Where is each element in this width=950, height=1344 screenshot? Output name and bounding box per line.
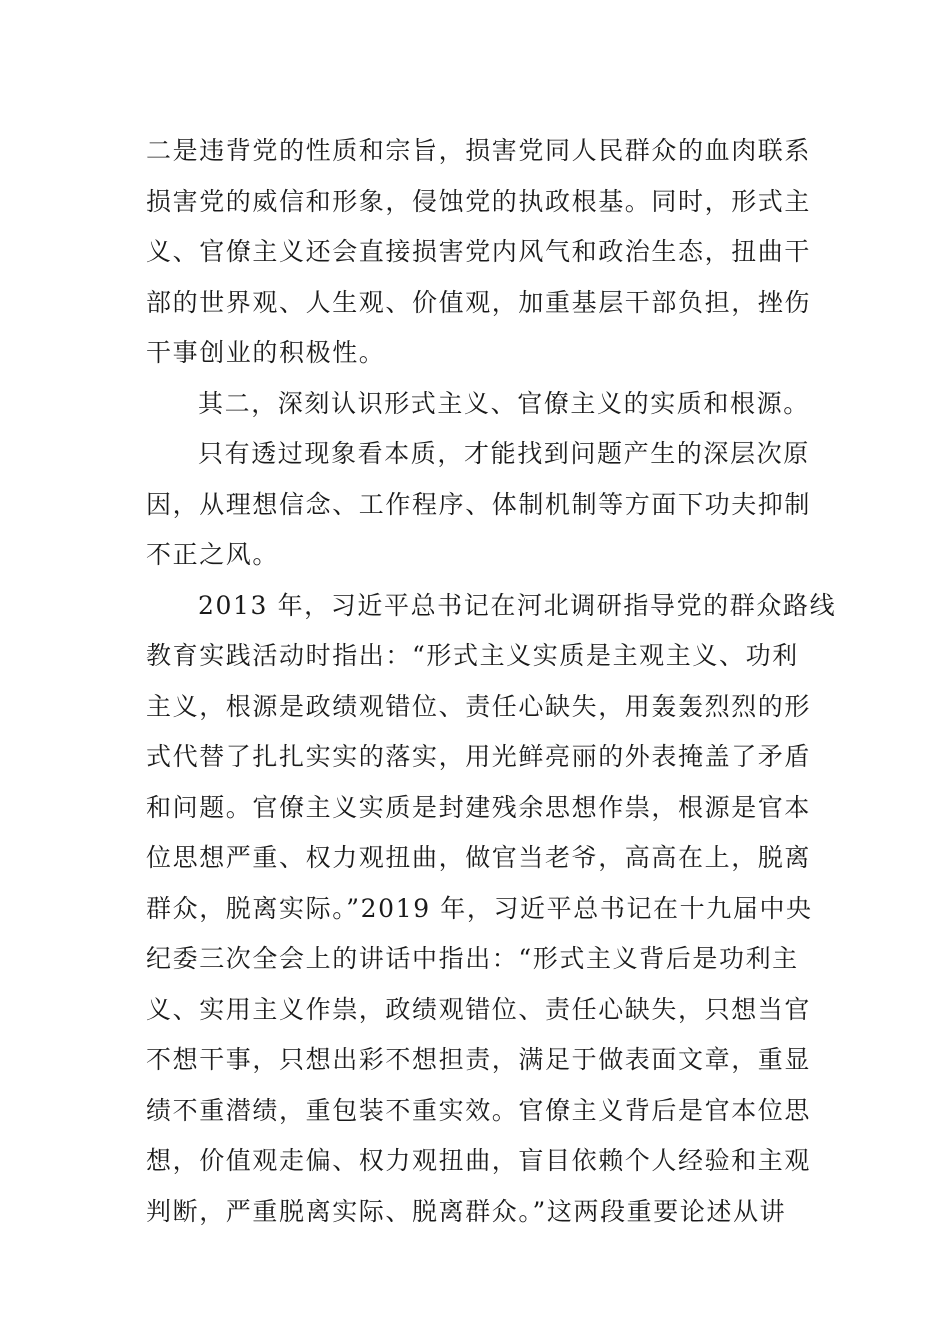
text-line: 教育实践活动时指出：“形式主义实质是主观主义、功利 bbox=[146, 641, 799, 670]
text-line: 二是违背党的性质和宗旨，损害党同人民群众的血肉联系 bbox=[146, 136, 812, 165]
text-line: 部的世界观、人生观、价值观，加重基层干部负担，挫伤 bbox=[146, 287, 812, 317]
text-line: 因，从理想信念、工作程序、体制机制等方面下功夫抑制 bbox=[146, 489, 812, 519]
text-line: 不正之风。 bbox=[146, 540, 280, 569]
text-line: 纪委三次全会上的讲话中指出：“形式主义背后是功利主 bbox=[146, 944, 799, 973]
body-text bbox=[146, 126, 837, 1237]
text-line: 判断，严重脱离实际、脱离群众。”这两段重要论述从讲 bbox=[146, 1196, 787, 1226]
text-line: 主义，根源是政绩观错位、责任心缺失，用轰轰烈烈的形 bbox=[146, 691, 812, 721]
section-heading: 其二，深刻认识形式主义、官僚主义的实质和根源。 bbox=[198, 388, 810, 418]
text-line: 只有透过现象看本质，才能找到问题产生的深层次原 bbox=[198, 439, 810, 468]
text-line: 群众，脱离实际。”2019 年，习近平总书记在十九届中央 bbox=[146, 893, 813, 923]
text-line: 义、实用主义作祟，政绩观错位、责任心缺失，只想当官 bbox=[146, 994, 812, 1024]
text-line: 干事创业的积极性。 bbox=[146, 338, 386, 367]
text-line: 义、官僚主义还会直接损害党内风气和政治生态，扭曲干 bbox=[146, 237, 812, 266]
text-line: 2013 年，习近平总书记在河北调研指导党的群众路线 bbox=[198, 590, 837, 620]
text-line: 位思想严重、权力观扭曲，做官当老爷，高高在上，脱离 bbox=[146, 843, 812, 872]
text-line: 想，价值观走偏、权力观扭曲，盲目依赖个人经验和主观 bbox=[146, 1146, 812, 1175]
text-line: 式代替了扎扎实实的落实，用光鲜亮丽的外表掩盖了矛盾 bbox=[146, 742, 812, 771]
text-line: 损害党的威信和形象，侵蚀党的执政根基。同时，形式主 bbox=[146, 186, 812, 216]
text-line: 不想干事，只想出彩不想担责，满足于做表面文章，重显 bbox=[146, 1045, 812, 1074]
text-line: 和问题。官僚主义实质是封建残余思想作祟，根源是官本 bbox=[146, 792, 812, 822]
text-line: 绩不重潜绩，重包装不重实效。官僚主义背后是官本位思 bbox=[146, 1095, 812, 1125]
